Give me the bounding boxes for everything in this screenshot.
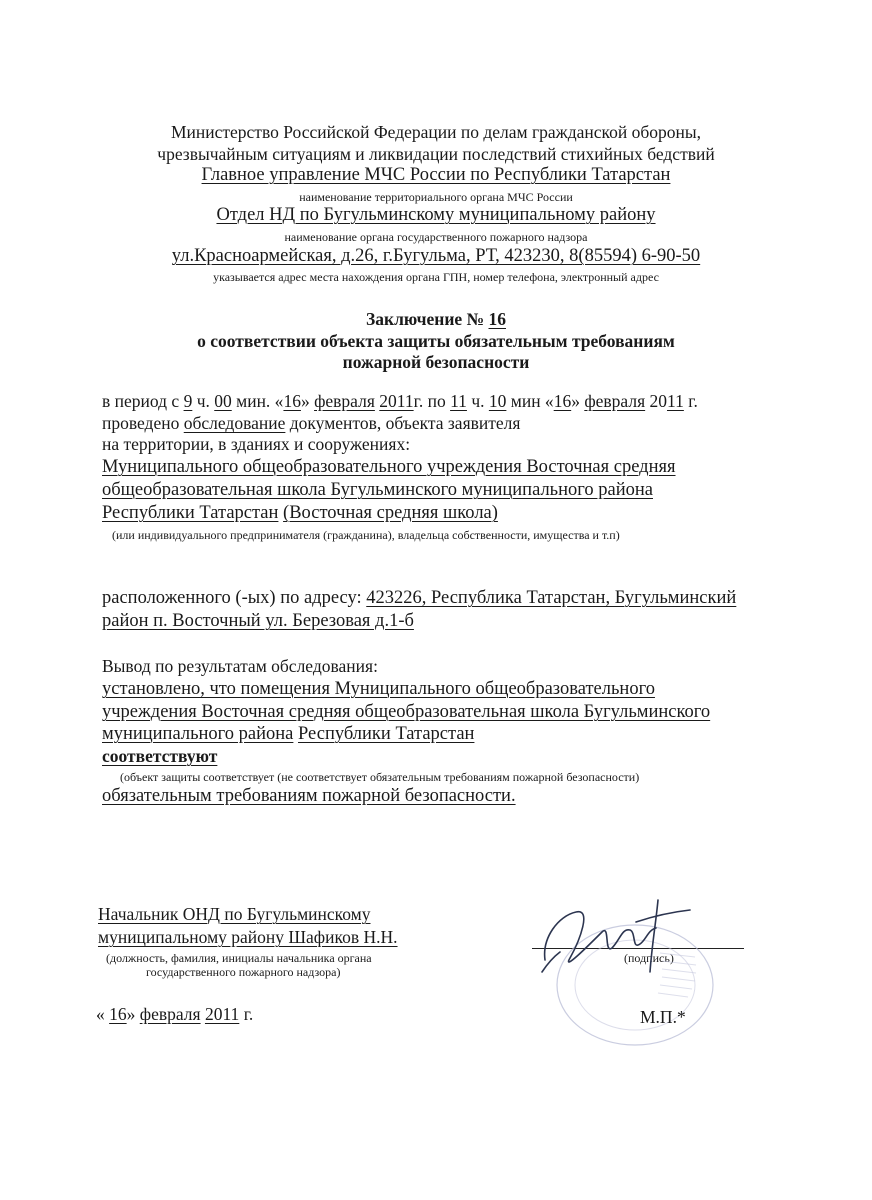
date-day: 16 bbox=[109, 1004, 127, 1024]
object-caption: (или индивидуального предпринимателя (гражданина), владельца собственности, имущества и т.п) bbox=[112, 528, 620, 542]
verdict-caption: (объект защиты соответствует (не соответствует обязательным требованиям пожарной безопасности) bbox=[120, 770, 640, 784]
ministry-line-2: чрезвычайным ситуациям и ликвидации последствий стихийных бедствий bbox=[157, 144, 715, 164]
gpn-body-text: Отдел НД по Бугульминскому муниципальному району bbox=[216, 205, 656, 225]
conclusion-title bbox=[0, 309, 872, 330]
title-line-3: пожарной безопасности bbox=[342, 352, 530, 372]
end-day: 16 bbox=[553, 391, 572, 411]
object-line-1: Муниципального общеобразовательного учреждения Восточная средняя bbox=[102, 457, 676, 477]
official-position-line-1: Начальник ОНД по Бугульминскому bbox=[98, 904, 371, 924]
gpn-body bbox=[0, 205, 872, 226]
territorial-caption: наименование территориального органа МЧС России bbox=[299, 190, 573, 204]
gpn-caption: наименование органа государственного пожарного надзора bbox=[284, 230, 588, 244]
address-caption: указывается адрес места нахождения органа ГПН, номер телефона, электронный адрес bbox=[213, 270, 659, 284]
conclusion-label: Вывод по результатам обследования: bbox=[102, 656, 378, 676]
territorial-body bbox=[0, 165, 872, 186]
title-line-2: о соответствии объекта защиты обязательным требованиям bbox=[197, 331, 675, 351]
verdict: соответствуют bbox=[102, 746, 218, 766]
position-caption-2: государственного пожарного надзора) bbox=[146, 965, 341, 979]
date-month: февраля bbox=[139, 1004, 201, 1024]
ministry-line-1: Министерство Российской Федерации по делам гражданской обороны, bbox=[170, 122, 702, 142]
conclusion-line-2: учреждения Восточная средняя общеобразовательная школа Бугульминского bbox=[102, 702, 711, 722]
signature-caption: (подпись) bbox=[624, 951, 674, 965]
inspection-period: в период с 9 ч. 00 мин. «16» февраля 2011г. по 11 ч. 10 мин «16» февраля 2011 г. bbox=[102, 391, 698, 411]
conducted-line: проведено обследование документов, объекта заявителя bbox=[102, 413, 521, 433]
official-position-line-2: муниципальному району Шафиков Н.Н. bbox=[98, 927, 398, 947]
end-year-a: 20 bbox=[649, 391, 668, 411]
conclusion-final-line: обязательным требованиям пожарной безопасности. bbox=[102, 786, 516, 806]
object-address: 423226, Республика Татарстан, Бугульминский bbox=[366, 588, 737, 608]
date-year: 2011 bbox=[204, 1004, 240, 1024]
end-year-b: 11 bbox=[667, 391, 684, 411]
title-number: 16 bbox=[488, 309, 506, 329]
end-hour: 11 bbox=[450, 391, 467, 411]
start-year: 2011 bbox=[379, 391, 414, 411]
title-prefix: Заключение № bbox=[366, 309, 489, 329]
conclusion-line-1: установлено, что помещения Муниципального общеобразовательного bbox=[102, 679, 655, 699]
end-month: февраля bbox=[584, 391, 646, 411]
object-line-3: Республики Татарстан (Восточная средняя школа) bbox=[102, 503, 498, 523]
object-address-line-1: расположенного (-ых) по адресу: 423226, Республика Татарстан, Бугульминский bbox=[102, 588, 737, 608]
territorial-body-text: Главное управление МЧС России по Республики Татарстан bbox=[201, 165, 671, 185]
inspection-action: обследование bbox=[183, 413, 286, 433]
conclusion-line-3: муниципального района Республики Татарстан bbox=[102, 724, 475, 744]
territory-line: на территории, в зданиях и сооружениях: bbox=[102, 434, 411, 454]
object-line-2: общеобразовательная школа Бугульминского муниципального района bbox=[102, 480, 653, 500]
document-date: « 16» февраля 2011 г. bbox=[96, 1004, 254, 1024]
object-address-line-2: район п. Восточный ул. Березовая д.1-б bbox=[102, 611, 414, 631]
position-caption-1: (должность, фамилия, инициалы начальника органа bbox=[106, 951, 372, 965]
start-minute: 00 bbox=[214, 391, 232, 411]
authority-address bbox=[0, 246, 872, 267]
start-month: февраля bbox=[314, 391, 375, 411]
end-minute: 10 bbox=[488, 391, 507, 411]
start-hour: 9 bbox=[183, 391, 193, 411]
authority-address-text: ул.Красноармейская, д.26, г.Бугульма, РТ, 423230, 8(85594) 6-90-50 bbox=[171, 246, 701, 266]
start-day: 16 bbox=[283, 391, 301, 411]
signature-scribble-icon bbox=[540, 888, 700, 983]
stamp-label: М.П.* bbox=[640, 1007, 686, 1027]
